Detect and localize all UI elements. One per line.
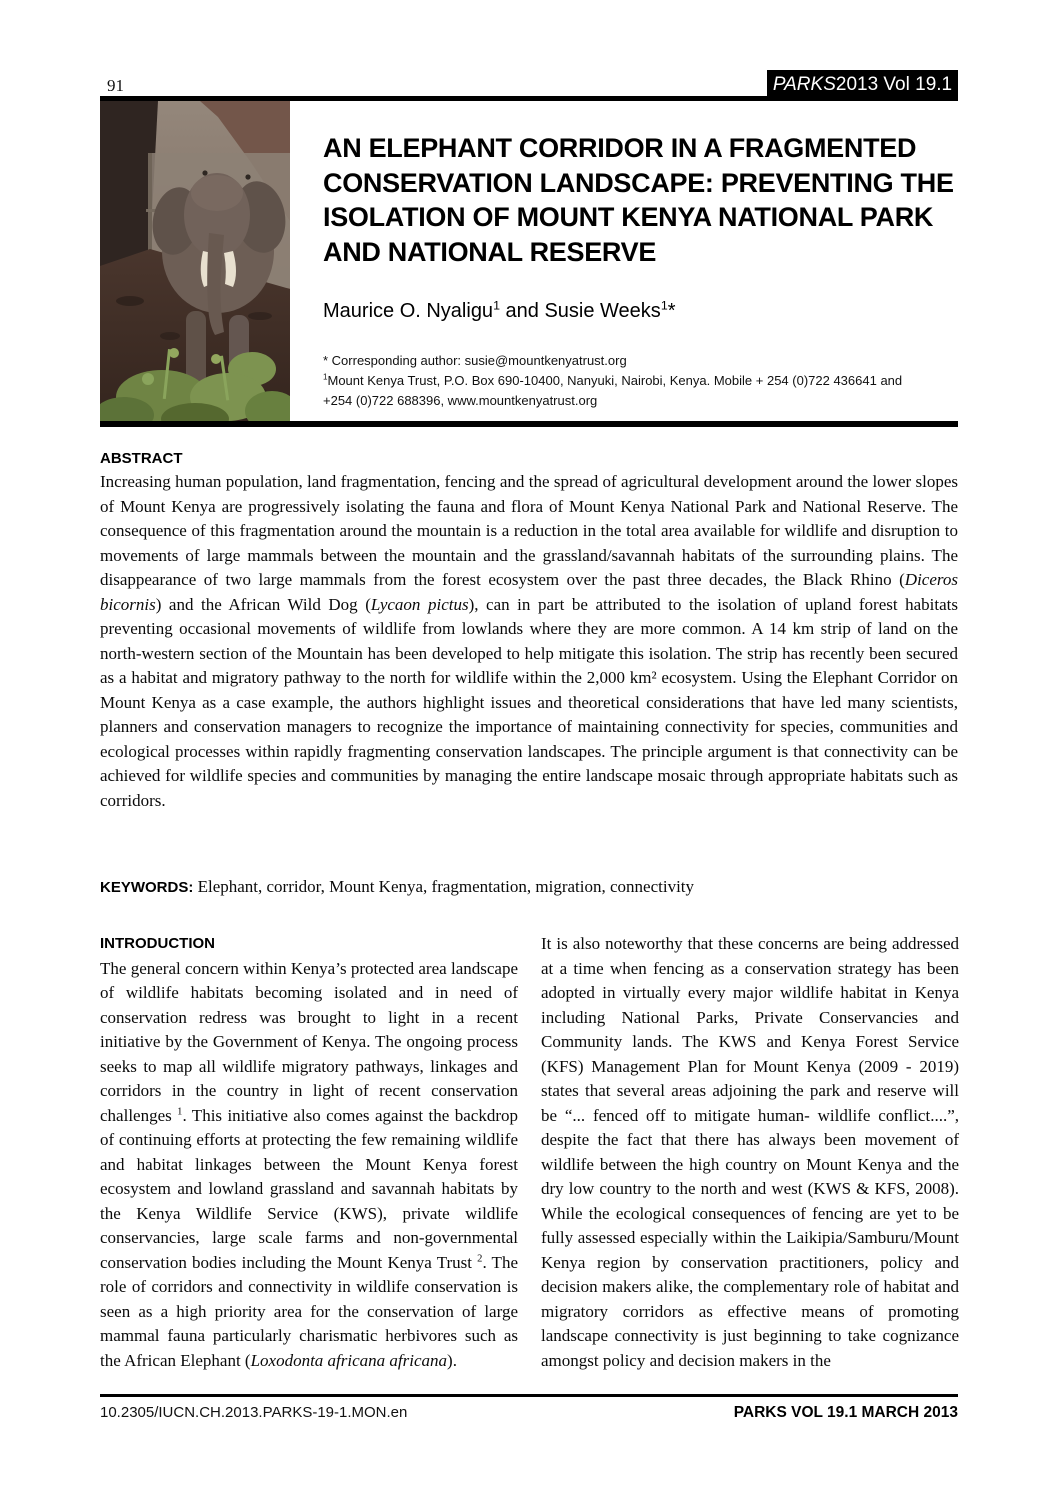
abstract-text: Increasing human population, land fragmentation, fencing and the spread of agricultural development around the lower slopes of Mount Kenya are progressively isolating the fauna and flora of Mount Kenya National Park and National Reserve. The consequence of this fragmentation around the mountain is a reduction in the total area available for wildlife and disruption to movements of large mammals between the mountain and the grassland/savannah habitats of the surrounding plains. The disappearance of two large mammals from the forest ecosystem over the past three decades, the Black Rhino (Diceros bicornis) and the African Wild Dog (Lycaon pictus), can in part be attributed to the isolation of upland forest habitats preventing occasional movements of wildlife from lowlands where they are more common. A 14 km strip of land on the north-western section of the Mountain has been developed to help mitigate this isolation. The strip has recently been secured as a habitat and migratory pathway to the north for wildlife within the 2,000 km² ecosystem. Using the Elephant Corridor on Mount Kenya as a case example, the authors highlight issues and theoretical considerations that have led many scientists, planners and conservation managers to recognize the importance of maintaining connectivity for species, communities and ecological processes within rapidly fragmenting conservation landscapes. The principle argument is that connectivity can be achieved for wildlife species and communities by managing the entire landscape mosaic through appropriate habitats such as corridors.	[100, 472, 958, 810]
article-title-line-3: ISOLATION OF MOUNT KENYA NATIONAL PARK	[323, 202, 934, 232]
correspondence-note	[323, 351, 935, 411]
abstract-heading: ABSTRACT	[100, 450, 183, 467]
introduction-heading: INTRODUCTION	[100, 935, 215, 952]
corresponding-author-line: * Corresponding author: susie@mountkenyatrust.org	[323, 353, 627, 368]
article-title-line-4: AND NATIONAL RESERVE	[323, 236, 657, 267]
article-photo	[100, 101, 290, 427]
elephant-illustration	[100, 101, 290, 427]
article-title	[323, 131, 963, 269]
article-title-line-2: CONSERVATION LANDSCAPE: PREVENTING THE	[323, 167, 954, 198]
header-bottom-rule	[100, 421, 958, 427]
footer-doi: 10.2305/IUCN.CH.2013.PARKS-19-1.MON.en	[100, 1404, 408, 1421]
authors-line: Maurice O. Nyaligu$^1$ and Susie Weeks$^1$*	[323, 298, 676, 322]
article-title-line-1: AN ELEPHANT CORRIDOR IN A FRAGMENTED	[323, 133, 917, 163]
footer-journal-info: PARKS VOL 19.1 MARCH 2013	[733, 1404, 958, 1421]
intro-paragraph-left: The general concern within Kenya’s protected area landscape of wildlife habitats becoming isolated and in need of conservation redress was brought to light in a recent initiative by the Government of Kenya. The ongoing process seeks to map all wildlife migratory pathways, linkages and corridors in the country in light of recent conservation challenges $^1$. This initiative also comes against the backdrop of continuing efforts at protecting the few remaining wildlife and habitat linkages between the Mount Kenya forest ecosystem and lowland grassland and savannah habitats by the Kenya Wildlife Service (KWS), private wildlife conservancies, large scale farms and non-governmental conservation bodies including the Mount Kenya Trust $^2$. The role of corridors and connectivity in wildlife conservation is seen as a high priority area for the conservation of large mammal fauna particularly charismatic herbivores such as the African Elephant (Loxodonta africana africana).	[100, 958, 518, 1370]
intro-paragraph-right: It is also noteworthy that these concerns are being addressed at a time when fencing as a conservation strategy has been adopted in virtually every major wildlife habitat in Kenya including National Parks, Private Conservancies and Community lands. The KWS and Kenya Forest Service (KFS) Management Plan for Mount Kenya (2009 - 2019) states that several areas adjoining the park and reserve will be “... fenced off to mitigate human- wildlife conflict....”, despite the fact that there has always been movement of wildlife between the high country on Mount Kenya and the dry low country to the north and west (KWS & KFS, 2008). While the ecological consequences of fencing are yet to be fully assessed especially within the Laikipia/Samburu/Mount Kenya region by conservation practitioners, policy and decision makers alike, the complementary role of habitat and migratory corridors as effective means of promoting landscape connectivity is just beginning to take cognizance amongst policy and decision makers in the	[541, 934, 959, 1370]
affiliation-line: $^1$Mount Kenya Trust, P.O. Box 690-10400, Nanyuki, Nairobi, Kenya. Mobile + 254 (0)722 436641 and +254 (0)722 688396, www.mountkenyatrust.org	[323, 372, 903, 408]
page-number: 91	[107, 76, 124, 95]
intro-column-left	[100, 932, 518, 1373]
journal-banner: PARKS 2013 Vol 19.1	[767, 70, 958, 99]
keywords-line	[100, 877, 958, 897]
keywords-label: KEYWORDS:	[100, 879, 194, 896]
keywords-text: Elephant, corridor, Mount Kenya, fragmentation, migration, connectivity	[193, 877, 695, 896]
intro-column-right	[541, 932, 959, 1373]
footer-rule	[100, 1394, 958, 1397]
